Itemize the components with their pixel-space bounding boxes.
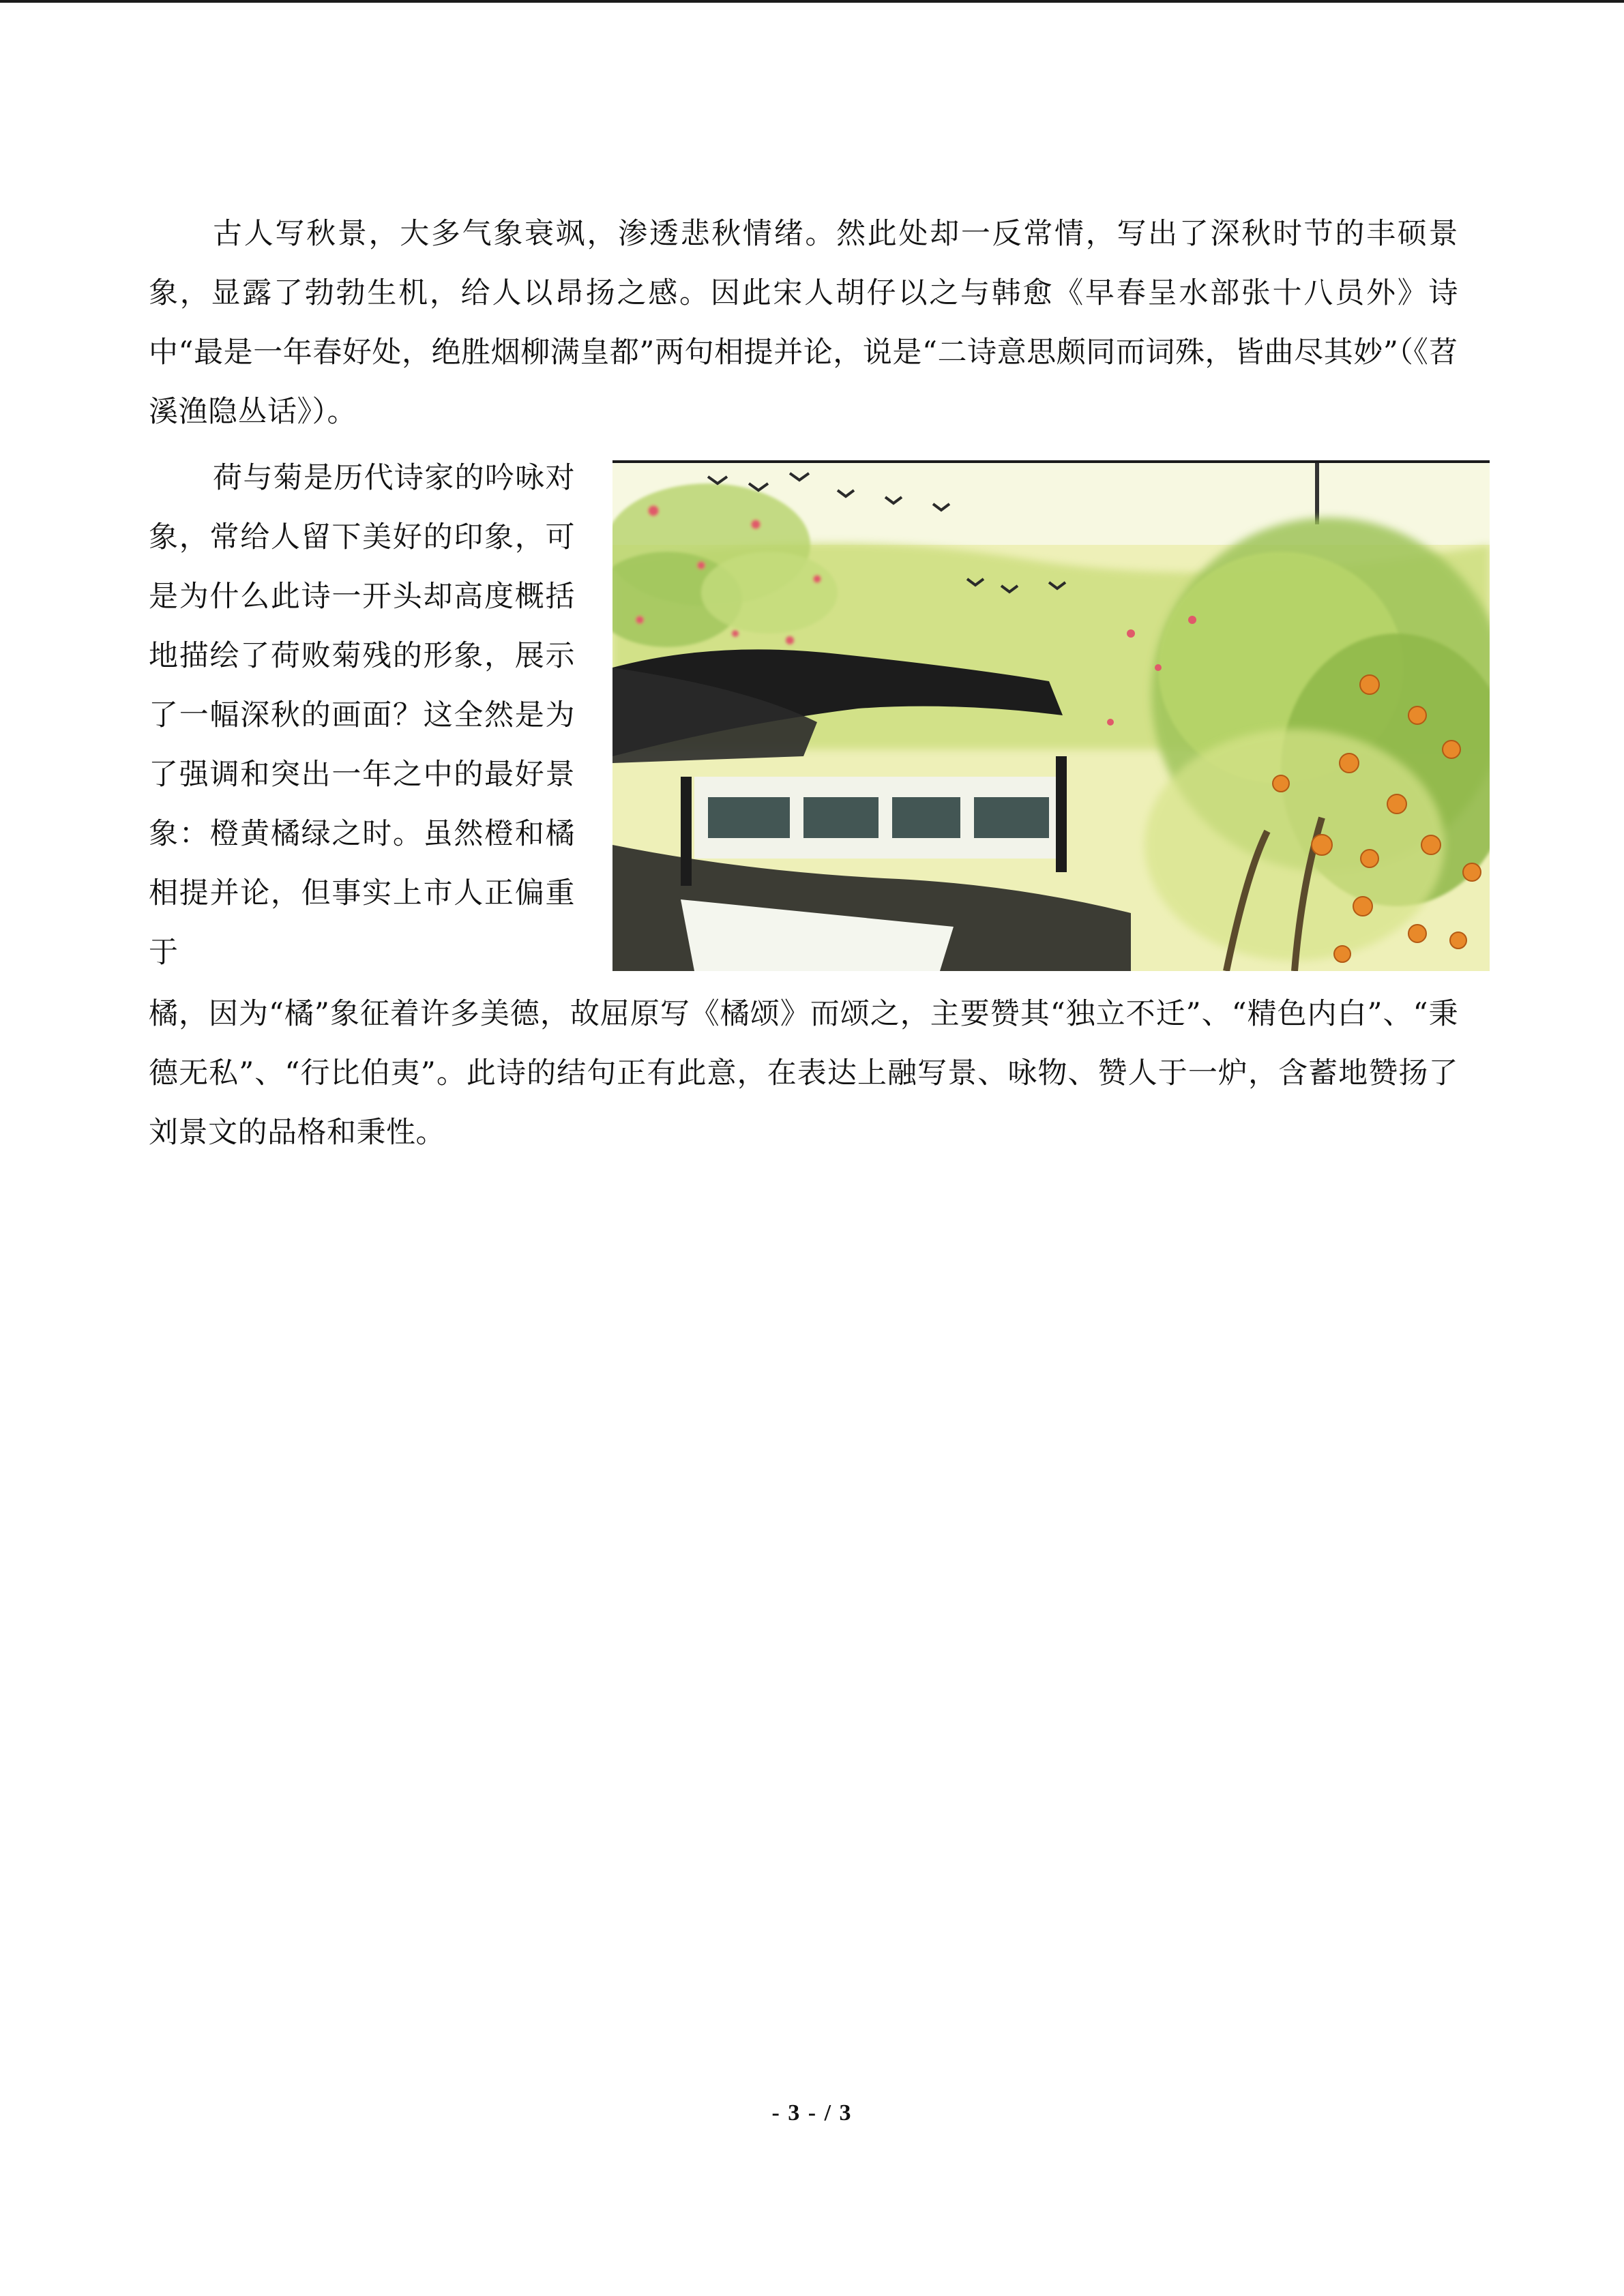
page-number: - 3 - / 3	[771, 2100, 853, 2126]
paragraph-autumn-scene: 古人写秋景，大多气象衰飒，渗透悲秋情绪。然此处却一反常情，写出了深秋时节的丰硕景象，显露了勃勃生机，给人以昂扬之感。因此宋人胡仔以之与韩愈《早春呈水部张十八员外》诗中“最是一年春好处，绝胜烟柳满皇都”两句相提并论，说是“二诗意思颇同而词殊，皆曲尽其妙”（《苕溪渔隐丛话》）。	[149, 217, 1458, 429]
house-pillar-right	[1056, 756, 1067, 872]
house-windows	[708, 797, 1049, 838]
paragraph-lotus-chrysanthemum: 荷与菊是历代诗家的吟咏对象，常给人留下美好的印象，可是为什么此诗一开头却高度概括地描绘了荷败菊残的形象，展示了一幅深秋的画面？这全然是为了强调和突出一年之中的最好景象：橙黄橘绿之时。虽然橙和橘相提并论，但事实上市人正偏重于	[149, 461, 575, 970]
painting-svg	[612, 463, 1490, 971]
pole	[1315, 463, 1319, 524]
paragraph-orange-virtues: 橘，因为“橘”象征着许多美德，故屈原写《橘颂》而颂之，主要赞其“独立不迁”、“精色内白”、“秉德无私”、“行比伯夷”。此诗的结句正有此意，在表达上融写景、咏物、赞人于一炉，含蓄地赞扬了刘景文的品格和秉性。	[149, 997, 1458, 1150]
orange-tree-painting	[612, 460, 1490, 971]
